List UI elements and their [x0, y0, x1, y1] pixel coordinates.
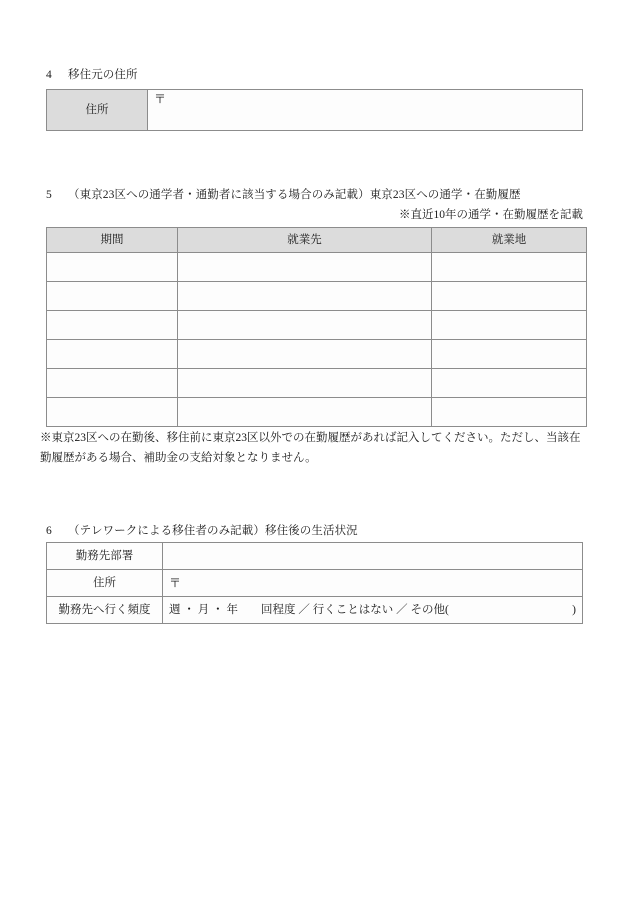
cell-company[interactable]: [178, 311, 432, 340]
cell-company[interactable]: [178, 253, 432, 282]
table-row: [47, 311, 587, 340]
section-4-number: 4: [46, 69, 52, 81]
frequency-label-cell: 勤務先へ行く頻度: [47, 597, 163, 624]
cell-period[interactable]: [47, 369, 178, 398]
work-address-label-cell: 住所: [47, 570, 163, 597]
table-row: [47, 597, 583, 624]
section-5-annotation: ※直近10年の通学・在勤履歴を記載: [399, 209, 583, 221]
address-label-cell: 住所: [47, 90, 148, 131]
frequency-options-text: 週 ・ 月 ・ 年 回程度 ／ 行くことはない ／ その他(: [169, 604, 449, 616]
cell-company[interactable]: [178, 369, 432, 398]
work-address-value-cell[interactable]: [163, 570, 583, 597]
table-row: [47, 340, 587, 369]
table-row: [47, 543, 583, 570]
column-header-period: 期間: [47, 228, 178, 253]
frequency-close-paren: ): [572, 604, 576, 616]
table-row: [47, 282, 587, 311]
cell-location[interactable]: [432, 282, 587, 311]
cell-location[interactable]: [432, 253, 587, 282]
section-5-heading: [46, 188, 521, 203]
section-4-title: 移住元の住所: [68, 69, 138, 81]
address-value-cell[interactable]: [148, 90, 583, 131]
section-6-number: 6: [46, 525, 52, 537]
section-4-address-table: [46, 89, 583, 131]
section-5-title: （東京23区への通学者・通勤者に該当する場合のみ記載）東京23区への通学・在勤履歴: [68, 189, 521, 201]
section-4-heading: [46, 68, 138, 83]
cell-location[interactable]: [432, 311, 587, 340]
section-5-history-table: [46, 227, 587, 427]
table-row: [47, 398, 587, 427]
cell-period[interactable]: [47, 311, 178, 340]
cell-location[interactable]: [432, 340, 587, 369]
column-header-company: 就業先: [178, 228, 432, 253]
cell-period[interactable]: [47, 282, 178, 311]
postal-mark-icon: 〒: [169, 575, 182, 590]
table-row: [47, 90, 583, 131]
department-value-cell[interactable]: [163, 543, 583, 570]
department-label-cell: 勤務先部署: [47, 543, 163, 570]
section-5-number: 5: [46, 189, 52, 201]
section-6-living-status-table: [46, 542, 583, 624]
column-header-location: 就業地: [432, 228, 587, 253]
table-row: [47, 253, 587, 282]
cell-location[interactable]: [432, 398, 587, 427]
cell-location[interactable]: [432, 369, 587, 398]
frequency-options: [163, 603, 582, 617]
table-row: [47, 570, 583, 597]
table-header-row: [47, 228, 587, 253]
postal-mark-icon: 〒: [154, 92, 167, 106]
section-5-note: ※東京23区への在勤後、移住前に東京23区以外での在勤履歴があれば記入してください。ただし、当該在勤履歴がある場合、補助金の支給対象となりません。: [40, 432, 581, 464]
table-row: [47, 369, 587, 398]
section-6-title: （テレワークによる移住者のみ記載）移住後の生活状況: [68, 525, 358, 537]
section-6-heading: [46, 524, 358, 539]
cell-company[interactable]: [178, 340, 432, 369]
cell-company[interactable]: [178, 282, 432, 311]
frequency-value-cell[interactable]: [163, 597, 583, 624]
cell-period[interactable]: [47, 253, 178, 282]
cell-period[interactable]: [47, 340, 178, 369]
cell-period[interactable]: [47, 398, 178, 427]
cell-company[interactable]: [178, 398, 432, 427]
